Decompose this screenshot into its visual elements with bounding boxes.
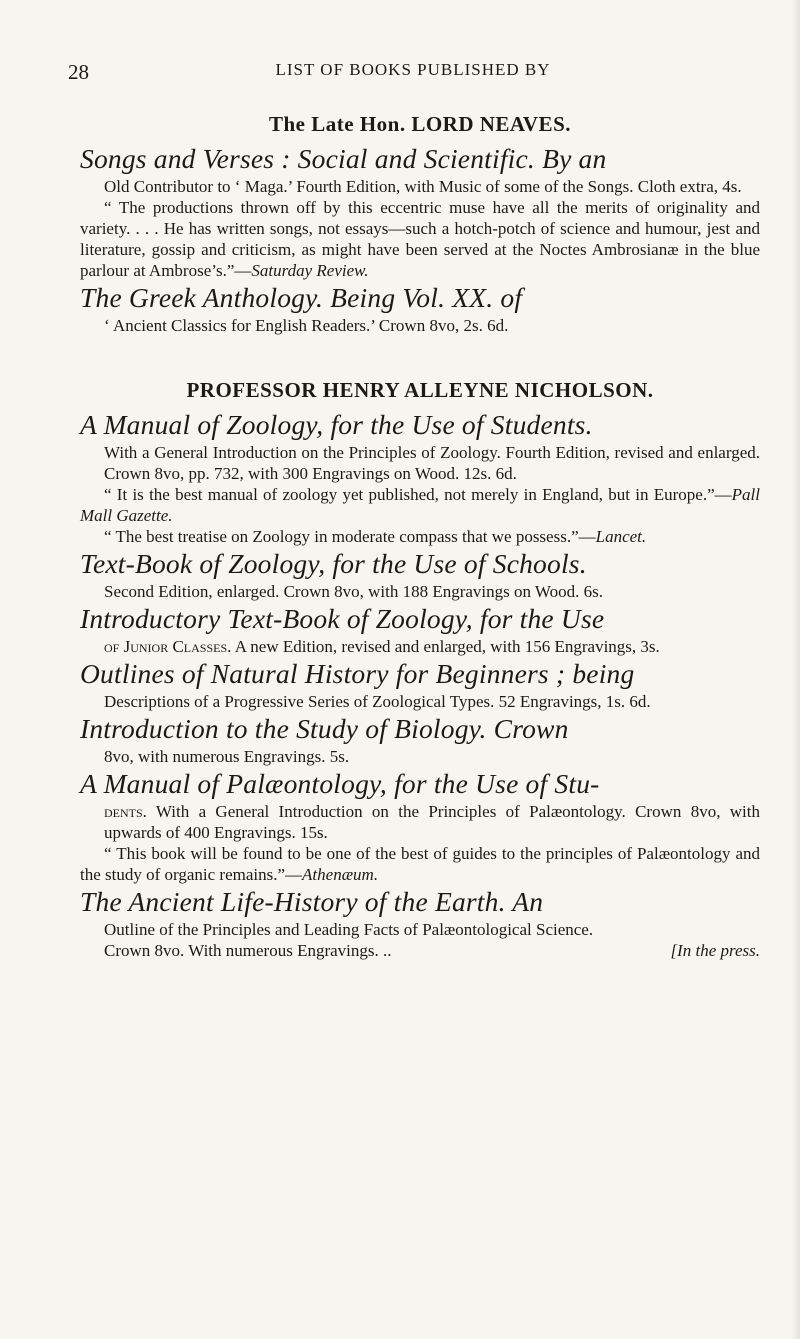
page-edge-shadow	[792, 0, 800, 1339]
book-title: The Ancient Life-History of the Earth. An	[80, 886, 544, 917]
book-title: A Manual of Zoology, for the Use of Students.	[80, 409, 593, 440]
smallcaps-lead: of Junior Classes.	[104, 637, 232, 656]
quote-text: “ The best treatise on Zoology in moderate compass that we possess.”—	[104, 527, 596, 546]
press-status: [In the press.	[670, 941, 760, 960]
review-quote	[80, 484, 760, 526]
book-description: Second Edition, enlarged. Crown 8vo, with 188 Engravings on Wood. 6s.	[104, 582, 603, 601]
quote-source: Saturday Review.	[251, 261, 369, 280]
book-title: Text-Book of Zoology, for the Use of Schools.	[80, 548, 587, 579]
description-text: A new Edition, revised and enlarged, with 156 Engravings, 3s.	[231, 637, 660, 656]
imprint-row	[104, 940, 760, 961]
quote-text: “ This book will be found to be one of the best of guides to the principles of Palæontology and the study of organic remains.”—	[80, 844, 760, 884]
book-description: 8vo, with numerous Engravings. 5s.	[104, 747, 350, 766]
book-title: The Greek Anthology. Being Vol. XX. of	[80, 282, 523, 313]
description-text: With a General Introduction on the Principles of Palæontology. Crown 8vo, with upwards of 400 Engravings. 15s.	[104, 802, 760, 842]
quote-source: Athenæum.	[302, 865, 379, 884]
review-quote	[80, 843, 760, 885]
book-description: Outline of the Principles and Leading Facts of Palæontological Science.	[104, 920, 594, 939]
book-description: Descriptions of a Progressive Series of Zoological Types. 52 Engravings, 1s. 6d.	[104, 692, 651, 711]
running-header	[68, 60, 758, 84]
imprint-details: Crown 8vo. With numerous Engravings. ..	[104, 941, 392, 960]
quote-text: “ The productions thrown off by this eccentric muse have all the merits of originality and variety. . . . He has written songs, not essays—such a hotch-potch of science and humour, jest and literature, gossip and criticism, as might have been served at the Noctes Ambrosianæ in the blue parlour at Ambrose’s.”—	[80, 198, 760, 280]
smallcaps-lead: dents.	[104, 802, 147, 821]
author-heading: PROFESSOR HENRY ALLEYNE NICHOLSON.	[186, 378, 654, 402]
running-title: LIST OF BOOKS PUBLISHED BY	[275, 60, 551, 79]
book-description: With a General Introduction on the Principles of Zoology. Fourth Edition, revised and enlarged. Crown 8vo, pp. 732, with 300 Engravings on Wood. 12s. 6d.	[104, 443, 760, 483]
book-title: Introduction to the Study of Biology. Crown	[80, 713, 569, 744]
author-heading: The Late Hon. LORD NEAVES.	[269, 112, 571, 136]
book-title: Outlines of Natural History for Beginners ; being	[80, 658, 635, 689]
quote-source: Pall Mall Gazette.	[80, 485, 760, 525]
book-title: Songs and Verses : Social and Scientific. By an	[80, 143, 607, 174]
book-description	[104, 636, 760, 657]
book-description: ‘ Ancient Classics for English Readers.’ Crown 8vo, 2s. 6d.	[104, 316, 509, 335]
book-title: A Manual of Palæontology, for the Use of Stu-	[80, 768, 600, 799]
book-list	[80, 112, 760, 961]
quote-source: Lancet.	[595, 527, 647, 546]
book-title: Introductory Text-Book of Zoology, for the Use	[80, 603, 605, 634]
book-description: Old Contributor to ‘ Maga.’ Fourth Edition, with Music of some of the Songs. Cloth extra, 4s.	[104, 177, 742, 196]
review-quote	[80, 526, 760, 547]
book-description	[104, 801, 760, 843]
review-quote	[80, 197, 760, 281]
page-number: 28	[68, 60, 89, 84]
quote-text: “ It is the best manual of zoology yet published, not merely in England, but in Europe.”—	[104, 485, 732, 504]
